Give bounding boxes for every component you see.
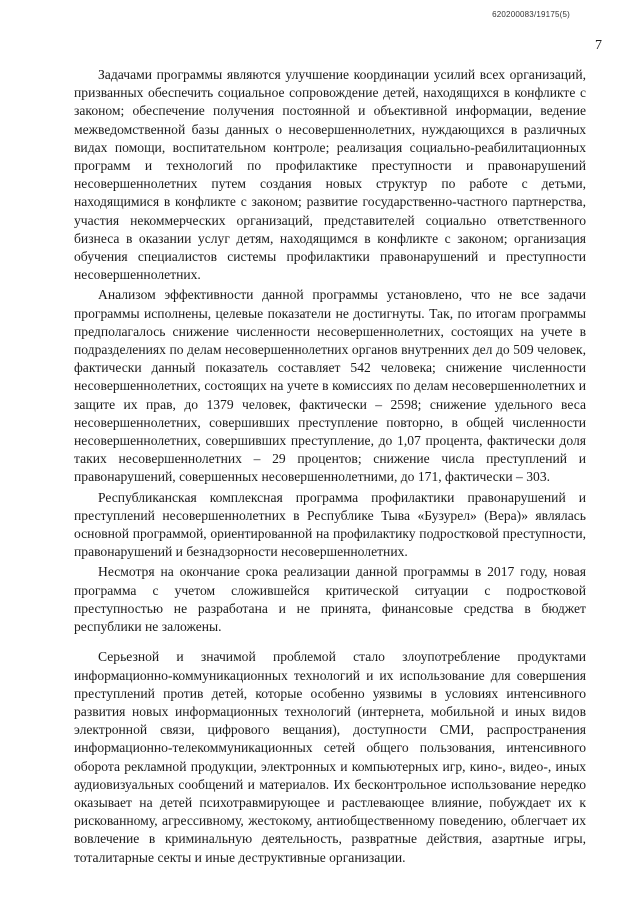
paragraph-ict-problem: Серьезной и значимой проблемой стало злоупотребление продуктами информационно-коммуникационных технологий и их использование для совершения преступлений против детей, которые особенно уязвимы в условиях интенсивного развития новых информационных технологий (интернета, мобильной и иных видов электронной связи, цифрового вещания), доступности СМИ, распространения информационно-телекоммуникационных сетей общего пользования, интенсивного оборота рекламной продукции, электронных и компьютерных игр, кино-, видео-, иных аудиовизуальных сообщений и материалов. Их бесконтрольное использование нередко оказывает на детей психотравмирующее и растлевающее влияние, побуждает их к рискованному, агрессивному, жестокому, антиобщественному поведению, облегчает их вовлечение в криминальную деятельность, развратные действия, азартные игры, тоталитарные секты и иные деструктивные организации. [74, 649, 586, 865]
paragraph-new-program-status: Несмотря на окончание срока реализации данной программы в 2017 году, новая программа с учетом сложившейся критической ситуации с подростковой преступностью не разработана и не принята, финансовые средства в бюджет республики не заложены. [74, 564, 586, 635]
paragraph-buzurel-program: Республиканская комплексная программа профилактики правонарушений и преступлений несовершеннолетних в Республике Тыва «Бузурел» (Вера)» являлась основной программой, ориентированной на профилактику подростковой преступности, правонарушений и безнадзорности несовершеннолетних. [74, 489, 586, 560]
document-body [74, 66, 586, 867]
page-number: 7 [595, 38, 602, 53]
document-id: 620200083/19175(5) [492, 10, 570, 19]
paragraph-program-effectiveness: Анализом эффективности данной программы установлено, что не все задачи программы исполнены, целевые показатели не достигнуты. Так, по итогам программы предполагалось снижение численности несовершеннолетних, состоящих на учете в подразделениях по делам несовершеннолетних органов внутренних дел до 509 человек, фактически данный показатель составляет 542 человека; снижение численности несовершеннолетних, состоящих на учете в комиссиях по делам несовершеннолетних и защите их прав, до 1379 человек, фактически – 2598; снижение удельного веса несовершеннолетних, совершивших преступление повторно, в общей численности несовершеннолетних, совершивших преступление, до 1,07 процента, фактически доля таких несовершеннолетних – 29 процентов; снижение числа преступлений и правонарушений, совершенных несовершеннолетними, до 171, фактически – 303. [74, 287, 586, 485]
paragraph-program-objectives: Задачами программы являются улучшение координации усилий всех организаций, призванных обеспечить социальное сопровождение детей, находящихся в конфликте с законом; обеспечение получения постоянной и объективной информации, ведение межведомственной базы данных о несовершеннолетних, нуждающихся в различных видах помощи, воспитательном контроле; реализация социально-реабилитационных программ и технологий по профилактике преступности и правонарушений несовершеннолетних путем создания новых структур по работе с детьми, находящимися в конфликте с законом; развитие государственно-частного партнерства, участия некоммерческих организаций, представителей социально ответственного бизнеса в оказании услуг детям, находящимся в конфликте с законом; организация обучения специалистов системы профилактики правонарушений и преступности несовершеннолетних. [74, 67, 586, 283]
